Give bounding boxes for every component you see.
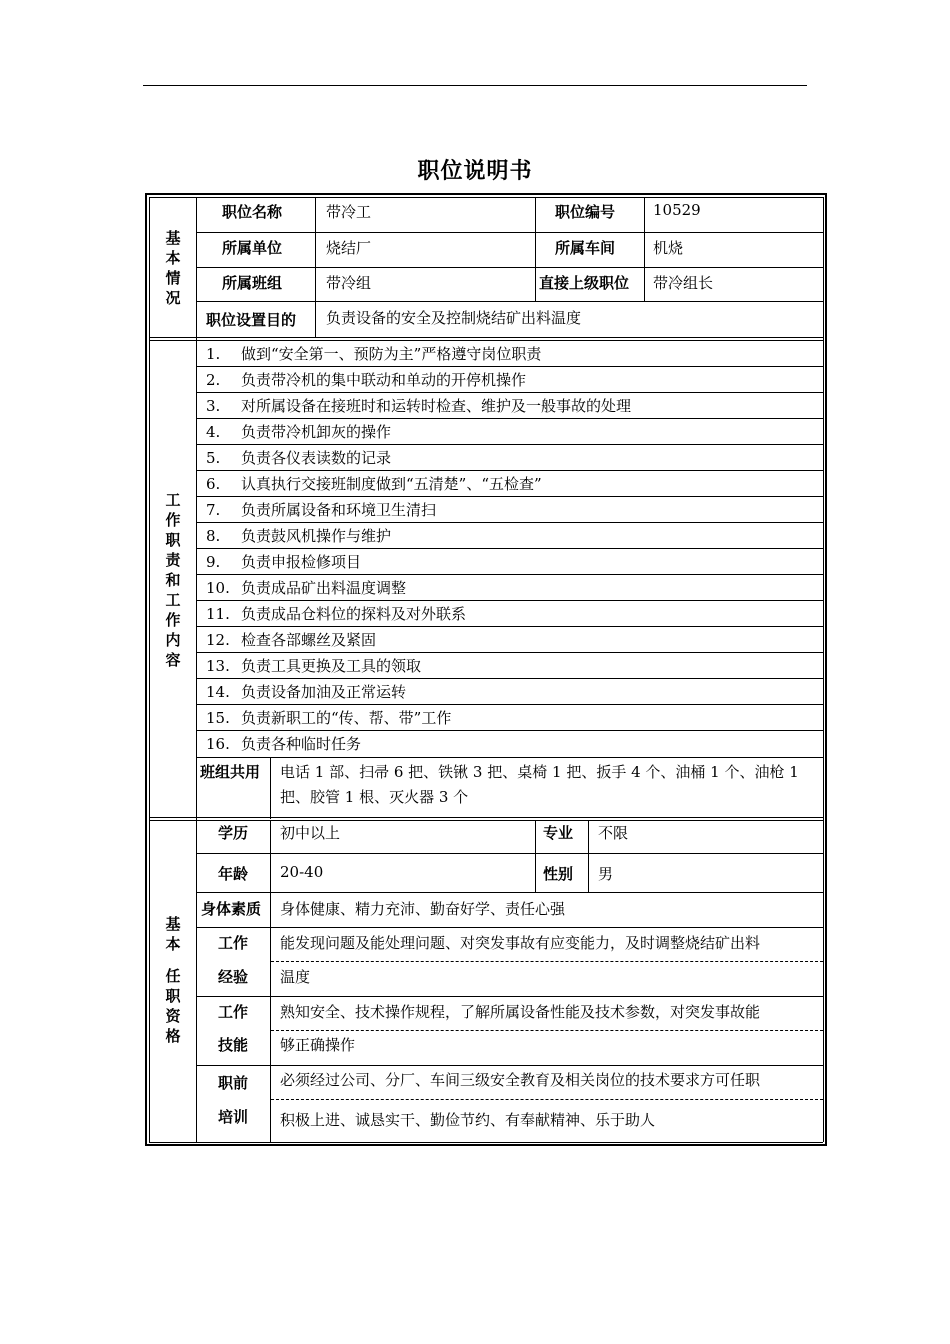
skills-line-1: 熟知安全、技术操作规程，了解所属设备性能及技术参数，对突发事故能 — [280, 1003, 761, 1021]
duty-item-number: 12. — [206, 631, 230, 649]
workshop-label: 所属车间 — [555, 239, 616, 257]
training-dash-rule — [271, 1099, 823, 1100]
duty-item — [206, 369, 526, 390]
shared-tools-line-2: 把、胶管 1 根、灭火器 3 个 — [280, 788, 469, 806]
duty-item — [206, 629, 376, 650]
duty-item-text: 负责申报检修项目 — [241, 553, 362, 571]
major-label: 专业 — [543, 824, 574, 842]
duty-item-number: 6. — [206, 475, 221, 493]
duty-item-text: 负责鼓风机操作与维护 — [241, 527, 392, 545]
position-name-label: 职位名称 — [222, 203, 283, 221]
duty-item — [206, 447, 391, 468]
experience-label-1: 工作 — [218, 934, 249, 952]
position-no-value: 10529 — [653, 201, 701, 219]
duty-item-text: 负责所属设备和环境卫生清扫 — [241, 501, 437, 519]
purpose-value: 负责设备的安全及控制烧结矿出料温度 — [326, 309, 582, 327]
header-rule — [143, 85, 807, 86]
workshop-value: 机烧 — [653, 239, 684, 257]
duty-item-number: 4. — [206, 423, 221, 441]
duty-item-number: 13. — [206, 657, 230, 675]
duty-item — [206, 421, 391, 442]
superior-label: 直接上级职位 — [539, 274, 630, 292]
duty-item-text: 做到“安全第一、预防为主”严格遵守岗位职责 — [241, 345, 542, 363]
duty-item-text: 负责各种临时任务 — [241, 735, 362, 753]
section-basic-info-label: 基本情况 — [165, 229, 181, 307]
duty-item — [206, 707, 451, 728]
team-value: 带冷组 — [326, 274, 372, 292]
duty-item — [206, 395, 631, 416]
duty-item — [206, 343, 541, 364]
duty-item — [206, 473, 542, 494]
experience-dash-rule — [271, 961, 823, 962]
gender-value: 男 — [598, 865, 614, 883]
duty-item — [206, 499, 436, 520]
position-name-value: 带冷工 — [326, 203, 372, 221]
duty-item-number: 9. — [206, 553, 221, 571]
training-label-2: 培训 — [218, 1108, 249, 1126]
duty-item-text: 认真执行交接班制度做到“五清楚”、“五检查” — [241, 475, 542, 493]
duty-item-text: 负责工具更换及工具的领取 — [241, 657, 422, 675]
gender-label: 性别 — [543, 865, 574, 883]
duty-item — [206, 681, 406, 702]
duty-item — [206, 525, 391, 546]
skills-label-2: 技能 — [218, 1036, 249, 1054]
unit-value: 烧结厂 — [326, 239, 372, 257]
duty-item — [206, 577, 406, 598]
skills-line-2: 够正确操作 — [280, 1036, 356, 1054]
duty-item-number: 8. — [206, 527, 221, 545]
training-line-2: 积极上进、诚恳实干、勤俭节约、有奉献精神、乐于助人 — [280, 1111, 656, 1129]
duty-item-text: 负责新职工的“传、帮、带”工作 — [241, 709, 452, 727]
duty-item-text: 负责各仪表读数的记录 — [241, 449, 392, 467]
duty-item-number: 16. — [206, 735, 230, 753]
experience-line-2: 温度 — [280, 968, 311, 986]
shared-tools-label: 班组共用 — [200, 763, 261, 781]
education-label: 学历 — [218, 824, 249, 842]
physical-label: 身体素质 — [201, 900, 262, 918]
duty-item-number: 15. — [206, 709, 230, 727]
major-value: 不限 — [598, 824, 629, 842]
duty-item-text: 检查各部螺丝及紧固 — [241, 631, 377, 649]
duty-item-number: 2. — [206, 371, 221, 389]
position-no-label: 职位编号 — [555, 203, 616, 221]
training-label-1: 职前 — [218, 1074, 249, 1092]
document-title: 职位说明书 — [417, 159, 533, 184]
experience-label-2: 经验 — [218, 968, 249, 986]
experience-line-1: 能发现问题及能处理问题、对突发事故有应变能力，及时调整烧结矿出料 — [280, 934, 761, 952]
age-label: 年龄 — [218, 865, 249, 883]
duty-item — [206, 733, 361, 754]
duty-item-number: 11. — [206, 605, 230, 623]
education-value: 初中以上 — [280, 824, 341, 842]
age-value: 20-40 — [280, 863, 324, 881]
superior-value: 带冷组长 — [653, 274, 714, 292]
duty-item — [206, 603, 466, 624]
purpose-label: 职位设置目的 — [206, 311, 297, 329]
duty-item-text: 对所属设备在接班时和运转时检查、维护及一般事故的处理 — [241, 397, 632, 415]
duty-item-number: 7. — [206, 501, 221, 519]
section-duties-label: 工作职责和工作内容 — [165, 491, 181, 669]
duty-item — [206, 655, 421, 676]
duty-item — [206, 551, 361, 572]
duty-item-text: 负责带冷机卸灰的操作 — [241, 423, 392, 441]
duty-item-number: 14. — [206, 683, 230, 701]
skills-label-1: 工作 — [218, 1003, 249, 1021]
training-line-1: 必须经过公司、分厂、车间三级安全教育及相关岗位的技术要求方可任职 — [280, 1071, 761, 1089]
team-label: 所属班组 — [222, 274, 283, 292]
physical-value: 身体健康、精力充沛、勤奋好学、责任心强 — [280, 900, 566, 918]
duty-item-text: 负责设备加油及正常运转 — [241, 683, 407, 701]
duty-item-text: 负责成品仓料位的探料及对外联系 — [241, 605, 467, 623]
duty-item-number: 5. — [206, 449, 221, 467]
duty-item-number: 1. — [206, 345, 221, 363]
duty-item-text: 负责成品矿出料温度调整 — [241, 579, 407, 597]
skills-dash-rule — [271, 1030, 823, 1031]
duty-item-text: 负责带冷机的集中联动和单动的开停机操作 — [241, 371, 527, 389]
section-qualifications-label: 基本 任职资格 — [165, 915, 181, 1045]
duty-item-number: 3. — [206, 397, 221, 415]
unit-label: 所属单位 — [222, 239, 283, 257]
shared-tools-line-1: 电话 1 部、扫帚 6 把、铁锹 3 把、桌椅 1 把、扳手 4 个、油桶 1 个、油枪 1 — [280, 763, 799, 781]
duty-item-number: 10. — [206, 579, 230, 597]
